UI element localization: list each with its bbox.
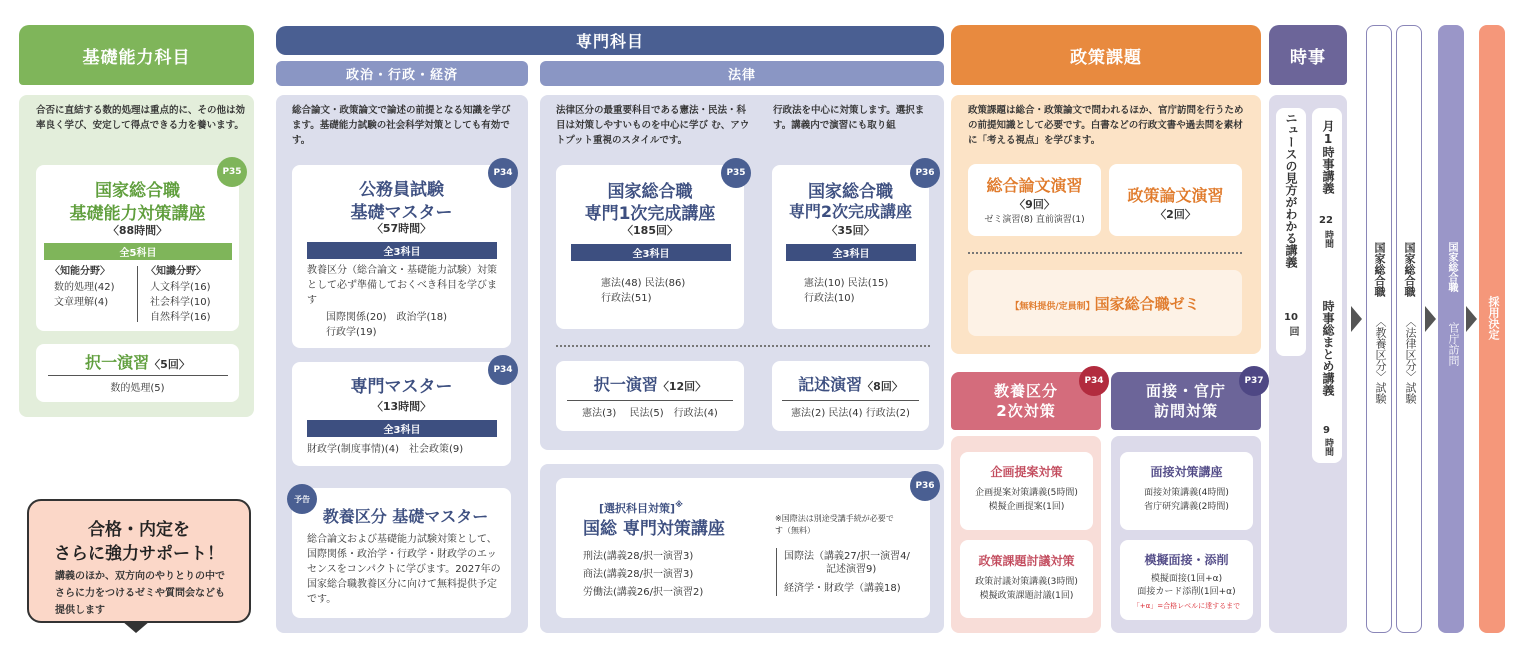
support-title-2: さらに強力サポート！ <box>54 544 224 564</box>
kyoyo-header-line1: 教養区分 <box>993 382 1058 400</box>
seisaku-dotted-separator <box>968 252 1242 254</box>
jiji-col1-title: ニュースの見方がわかる講義 <box>1284 112 1298 268</box>
houritsu-card2-bar: 全3科目 <box>786 244 916 261</box>
houritsu-takuitsu-rule <box>567 400 733 401</box>
header-senmon <box>276 26 944 55</box>
kyoyo-kikaku-item-2: 模擬企画提案(1回) <box>988 502 1065 512</box>
support-title-1: 合格・内定を <box>88 520 190 540</box>
header-houritsu-label: 法律 <box>727 68 756 83</box>
mensetsu-m2-item-1: 模擬面接(1回+α) <box>1150 574 1223 584</box>
seisaku-zemi-tag: 【無料提供/定員制】 <box>1010 302 1095 312</box>
houritsu-card2-line1: 国家総合職 <box>808 182 893 202</box>
sentaku-badge: P36 <box>910 471 940 501</box>
seiji-card2-badge: P34 <box>488 355 518 385</box>
seiji-card1-bar: 全3科目 <box>307 242 497 259</box>
houritsu-takuitsu-title <box>556 372 744 395</box>
stage-2-line-a: 国家総合職 <box>1403 242 1416 297</box>
sentaku-right-divider <box>776 548 777 596</box>
kiso-course-line1: 国家総合職 <box>95 181 180 201</box>
seiji-card1-badge: P34 <box>488 158 518 188</box>
sentaku-right-1: 国際法（講義27/択一演習4/ <box>784 551 910 562</box>
kyoyo-kikaku-item-1: 企画提案対策講義(5時間) <box>975 488 1078 498</box>
houritsu-kijutsu-rule <box>782 400 919 401</box>
kiso-divider <box>137 266 138 322</box>
sentaku-right-2: 記述演習9) <box>826 564 877 575</box>
kiso-takuitsu-count: 〈5回〉 <box>149 358 190 371</box>
stage-arrow-3-icon <box>1466 306 1477 332</box>
kiso-takuitsu-name: 択一演習 <box>85 353 150 372</box>
seisaku-sogo-title: 総合論文演習 <box>986 176 1083 195</box>
mensetsu-note: 「+α」=合格レベルに達するまで <box>1132 602 1241 610</box>
kiso-left-item-2: 文章理解(4) <box>54 297 109 308</box>
header-kiso <box>19 25 254 85</box>
mensetsu-m2-item-2: 面接カード添削(1回+α) <box>1137 587 1236 597</box>
seiji-card1-line1: 公務員試験 <box>359 180 444 200</box>
seiji-card2-title: 専門マスター <box>350 377 453 397</box>
header-jiji-label: 時事 <box>1290 47 1326 68</box>
header-kiso-label: 基礎能力科目 <box>82 47 191 68</box>
kiso-takuitsu-title <box>36 350 239 373</box>
houritsu-kijutsu-sub: 憲法(2) 民法(4) 行政法(2) <box>791 408 910 419</box>
kiso-left-head: 〈知能分野〉 <box>50 266 110 277</box>
kiso-badge: P35 <box>217 157 247 187</box>
header-seiji <box>276 61 528 86</box>
kiso-intro: 合否に直結する数的処理は重点的に、その他は効率良く学び、安定して得点できる力を養います。 <box>36 105 246 131</box>
sentaku-left-3: 労働法(講義26/択一演習2) <box>583 587 704 598</box>
seiji-card1-line2: 基礎マスター <box>350 203 453 223</box>
kyoyo-touron-title: 政策課題討議対策 <box>978 554 1075 568</box>
sentaku-note: ※国際法は別途受講手続が必要です（無料） <box>775 514 894 535</box>
stage-1-line-a: 国家総合職 <box>1373 242 1386 297</box>
houritsu-card1-line1: 国家総合職 <box>607 182 693 202</box>
seisaku-intro: 政策課題は総合・政策論文で問われるほか、官庁訪問を行うための前提知識として必要です。白書などの行政文書や過去問を素材に「考える視点」を学びます。 <box>968 105 1244 146</box>
seisaku-seisaku-title: 政策論文演習 <box>1127 186 1224 205</box>
stage-arrow-2-icon <box>1425 306 1436 332</box>
houritsu-takuitsu-name: 択一演習 <box>593 375 658 394</box>
kyoyo-badge: P34 <box>1079 366 1109 396</box>
seisaku-zemi-title: 国家総合職ゼミ <box>1094 295 1200 313</box>
sentaku-left-1: 刑法(講義28/択一演習3) <box>583 551 694 562</box>
houritsu-kijutsu-name: 記述演習 <box>798 375 863 394</box>
seiji-card3-title: 教養区分 基礎マスター <box>322 507 489 526</box>
seisaku-sogo-count: 〈9回〉 <box>1014 198 1055 211</box>
sentaku-tag-mark: ※ <box>675 500 683 509</box>
seiji-card1-hours: 〈57時間〉 <box>371 222 432 235</box>
jiji-col2-c: 時間 <box>1323 230 1333 248</box>
houritsu-card2-line2: 専門2次完成講座 <box>788 202 913 221</box>
houritsu-kijutsu-count: 〈8回〉 <box>862 380 903 393</box>
kiso-takuitsu-rule <box>48 375 228 376</box>
seiji-card2-bar: 全3科目 <box>307 420 497 437</box>
kiso-right-item-1: 人文科学(16) <box>150 282 211 293</box>
houritsu-intro-left: 法律区分の最重要科目である憲法・民法・科目は対策しやすいものを中心に学び む、アウトプット重視のスタイルです。 <box>556 105 750 146</box>
mensetsu-m1-title: 面接対策講座 <box>1150 465 1223 479</box>
seiji-card2-sub: 財政学(制度事情)(4) 社会政策(9) <box>307 444 464 455</box>
kiso-hours: 〈88時間〉 <box>107 224 168 237</box>
houritsu-card1-count: 〈185回〉 <box>622 224 678 237</box>
kyoyo-kikaku-title: 企画提案対策 <box>990 465 1063 479</box>
houritsu-card2-badge: P36 <box>910 158 940 188</box>
sentaku-right-3: 経済学・財政学（講義18) <box>784 583 901 594</box>
houritsu-takuitsu-count: 〈12回〉 <box>657 380 707 393</box>
seisaku-seisaku-count: 〈2回〉 <box>1155 208 1196 221</box>
kiso-right-head: 〈知識分野〉 <box>146 266 206 277</box>
stage-3-line-a: 国家総合職 <box>1446 242 1457 292</box>
seiji-card1-s2: 行政学(19) <box>326 327 377 338</box>
sentaku-title: 国総 専門対策講座 <box>583 519 725 539</box>
seisaku-zemi-line <box>968 293 1242 314</box>
jiji-col1-unit: 回 <box>1287 326 1298 336</box>
jiji-col2-d: 時事総まとめ講義 <box>1321 300 1335 396</box>
kyoyo-touron-item-2: 模擬政策課題討議(1回) <box>979 591 1074 601</box>
houritsu-card1-s2: 行政法(51) <box>601 293 652 304</box>
kiso-takuitsu-sub: 数的処理(5) <box>110 383 165 394</box>
kyoyo-header-line2: 2次対策 <box>996 402 1056 420</box>
seiji-card1-desc: 教養区分（総合論文・基礎能力試験）対策として必ず準備しておくべき科目を学びます <box>307 265 497 306</box>
houritsu-dotted-separator <box>556 345 930 347</box>
kiso-left-item-1: 数的処理(42) <box>54 282 115 293</box>
houritsu-card2-s1: 憲法(10) 民法(15) <box>804 278 889 289</box>
stage-2-line-b: 〈法律区分〉試験 <box>1404 316 1417 404</box>
seiji-card1-s1: 国際関係(20) 政治学(18) <box>326 312 448 323</box>
houritsu-kijutsu-title <box>772 372 929 395</box>
houritsu-card1-line2: 専門1次完成講座 <box>584 204 716 224</box>
stage-1-line-b: 〈教養区分〉試験 <box>1374 316 1387 404</box>
houritsu-takuitsu-sub: 憲法(3) 民法(5) 行政法(4) <box>582 408 718 419</box>
header-seisaku-label: 政策課題 <box>1070 47 1142 68</box>
stage-arrow-1-icon <box>1351 306 1362 332</box>
header-seisaku <box>951 25 1261 85</box>
seiji-intro: 総合論文・政策論文で論述の前提となる知識を学びます。基礎能力試験の社会科学対策としても有効です。 <box>292 105 511 146</box>
houritsu-card1-s1: 憲法(48) 民法(86) <box>601 278 686 289</box>
sentaku-tag-text: [選択科目対策] <box>599 502 676 515</box>
mensetsu-header-line2: 訪問対策 <box>1153 402 1218 420</box>
header-houritsu <box>540 61 944 86</box>
stage-4-label: 採用決定 <box>1487 296 1500 340</box>
jiji-col2-e: 9 <box>1323 425 1330 436</box>
kiso-course-line2: 基礎能力対策講座 <box>69 204 206 224</box>
houritsu-card1-badge: P35 <box>721 158 751 188</box>
seiji-card3-badge: 予告 <box>287 484 317 514</box>
jiji-col2-f: 時間 <box>1323 438 1333 456</box>
houritsu-card2-count: 〈35回〉 <box>826 224 875 237</box>
header-seiji-label: 政治・行政・経済 <box>345 68 458 83</box>
kiso-right-item-3: 自然科学(16) <box>150 312 211 323</box>
mensetsu-header-line1: 面接・官庁 <box>1145 382 1226 400</box>
header-senmon-label: 専門科目 <box>575 32 644 51</box>
jiji-col2-a: 月1時事講義 <box>1321 120 1335 194</box>
sentaku-left-2: 商法(講義28/択一演習3) <box>583 569 694 580</box>
header-jiji <box>1269 25 1347 85</box>
houritsu-intro-right: 行政法を中心に対策します。選択ます。講義内で演習にも取り組 <box>773 105 925 131</box>
support-body: 講義のほか、双方向のやりとりの中でさらに力をつけるゼミや質問会なども提供します <box>55 571 225 616</box>
mensetsu-m1-item-1: 面接対策講義(4時間) <box>1144 488 1229 498</box>
kyoyo-touron-item-1: 政策討議対策講義(3時間) <box>975 577 1078 587</box>
jiji-col2-b: 22 <box>1319 215 1333 226</box>
mensetsu-badge: P37 <box>1239 366 1269 396</box>
stage-3-line-b: 官庁訪問 <box>1447 322 1460 366</box>
kiso-right-item-2: 社会科学(10) <box>150 297 211 308</box>
kiso-bar: 全5科目 <box>44 243 232 260</box>
houritsu-card1-bar: 全3科目 <box>571 244 731 261</box>
mensetsu-m2-title: 模擬面接・添削 <box>1144 553 1229 567</box>
seisaku-sogo-sub: ゼミ演習(8) 直前演習(1) <box>984 215 1085 225</box>
seiji-card2-hours: 〈13時間〉 <box>371 400 432 413</box>
mensetsu-m1-item-2: 省庁研究講義(2時間) <box>1144 502 1229 512</box>
houritsu-card2-s2: 行政法(10) <box>804 293 855 304</box>
support-callout-tail <box>122 621 150 633</box>
jiji-col1-num: 10 <box>1284 312 1298 323</box>
seiji-card3-desc: 総合論文および基礎能力試験対策として、国際関係・政治学・行政学・財政学のエッセンスをコンパクトに学びます。2027年の国家総合職教養区分に向けて無料提供予定です。 <box>307 534 501 605</box>
